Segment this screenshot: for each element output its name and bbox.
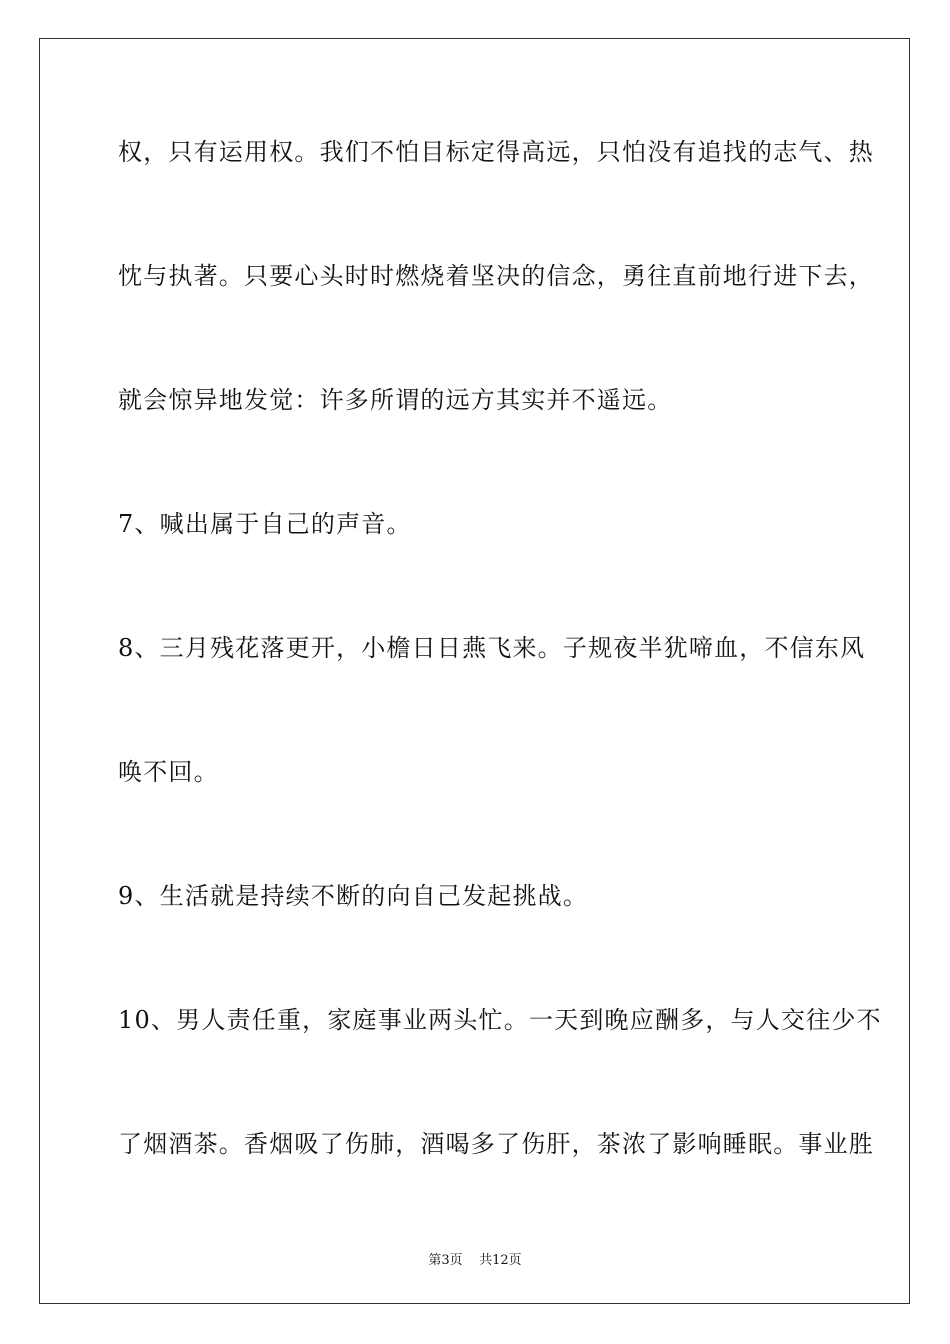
page-border — [39, 38, 910, 1304]
paragraph-line: 权，只有运用权。我们不怕目标定得高远，只怕没有追找的志气、热 — [118, 138, 874, 166]
page-total: 共12页 — [479, 1253, 522, 1268]
page-number: 第3页 — [428, 1253, 463, 1268]
list-item-10: 10、男人责任重，家庭事业两头忙。一天到晚应酬多，与人交往少不 — [118, 1006, 882, 1034]
paragraph-line: 唤不回。 — [118, 758, 219, 786]
paragraph-line: 了烟酒茶。香烟吸了伤肺，酒喝多了伤肝，茶浓了影响睡眠。事业胜 — [118, 1130, 874, 1158]
list-item-8: 8、三月残花落更开，小檐日日燕飞来。子规夜半犹啼血，不信东风 — [118, 634, 866, 662]
paragraph-line: 忱与执著。只要心头时时燃烧着坚决的信念，勇往直前地行进下去， — [118, 262, 874, 290]
paragraph-line: 就会惊异地发觉：许多所谓的远方其实并不遥远。 — [118, 386, 673, 414]
list-item-7: 7、喊出属于自己的声音。 — [118, 510, 412, 538]
list-item-9: 9、生活就是持续不断的向自己发起挑战。 — [118, 882, 589, 910]
page-footer — [0, 1249, 950, 1268]
